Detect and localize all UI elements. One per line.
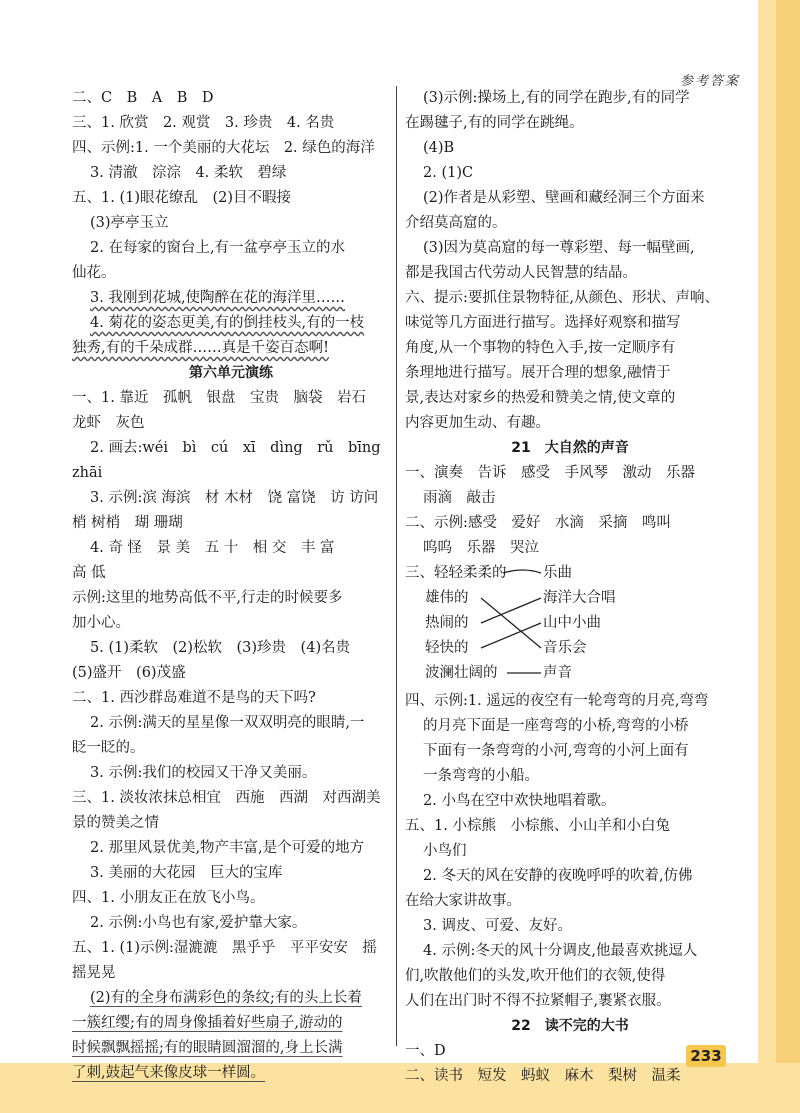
answer-line: 一簇红缨;有的周身像插着好些扇子,游动的: [72, 1015, 343, 1031]
answer-line: 一、演奏 告诉 感受 手风琴 激动 乐器: [405, 465, 695, 481]
match-left-item: 轻快的: [425, 640, 469, 656]
match-right-item: 音乐会: [543, 640, 587, 656]
answer-line: 景,表达对家乡的热爱和赞美之情,使文章的: [405, 390, 676, 406]
answer-line: 二、C B A B D: [72, 90, 214, 106]
answer-line: 二、读书 短发 蚂蚁 麻木 梨树 温柔: [405, 1068, 681, 1084]
match-line: [481, 598, 541, 623]
answer-line: 三、1. 欣赏 2. 观赏 3. 珍贵 4. 名贵: [72, 115, 335, 131]
answer-line: 2. 那里风景优美,物产丰富,是个可爱的地方: [90, 840, 365, 856]
answer-line: 内容更加生动、有趣。: [405, 415, 550, 431]
answer-line: 梢 树梢 瑚 珊瑚: [72, 515, 183, 531]
section-title: 22 读不完的大书: [511, 1018, 629, 1034]
match-line: [481, 598, 541, 648]
answer-line: 3. 清澈 淙淙 4. 柔软 碧绿: [90, 165, 287, 181]
match-left-item: 热闹的: [425, 615, 469, 631]
answer-line: 一、D: [405, 1043, 446, 1059]
answer-line: 仙花。: [72, 265, 116, 281]
answer-line: 2. 小鸟在空中欢快地唱着歌。: [423, 793, 616, 809]
answer-line: 2. (1)C: [423, 165, 474, 181]
answer-line: 2. 示例:小鸟也有家,爱护靠大家。: [90, 915, 307, 931]
side-stripe-dark: [776, 0, 800, 1113]
section-title: 21 大自然的声音: [511, 440, 629, 456]
answer-line: 3. 调皮、可爱、友好。: [423, 918, 572, 934]
page-number: 233: [686, 1045, 726, 1067]
answer-line: 四、示例:1. 一个美丽的大花坛 2. 绿色的海洋: [72, 140, 375, 156]
answer-line: 下面有一条弯弯的小河,弯弯的小河上面有: [423, 743, 689, 759]
match-left-item: 波澜壮阔的: [425, 665, 498, 681]
answer-line: 5. (1)柔软 (2)松软 (3)珍贵 (4)名贵: [90, 640, 351, 656]
answer-line: 示例:这里的地势高低不平,行走的时候要多: [72, 590, 343, 606]
answer-line: 雨滴 敲击: [423, 490, 496, 506]
answer-line: 景的赞美之情: [72, 815, 159, 831]
answer-line: 二、示例:感受 爱好 水滴 采摘 鸣叫: [405, 515, 671, 531]
answer-line: 龙虾 灰色: [72, 415, 145, 431]
column-divider: [396, 86, 397, 1046]
answer-line: 独秀,有的千朵成群……真是千姿百态啊!: [72, 340, 329, 356]
answer-line: 六、提示:要抓住景物特征,从颜色、形状、声响、: [405, 290, 719, 306]
match-lines: [467, 561, 547, 689]
answer-line: (3)亭亭玉立: [90, 215, 169, 231]
answer-line: 3. 示例:我们的校园又干净又美丽。: [90, 765, 317, 781]
match-line: [481, 623, 541, 648]
answer-line: zhāi: [72, 465, 103, 481]
answer-line: 4. 示例:冬天的风十分调皮,他最喜欢挑逗人: [423, 943, 698, 959]
answer-line: 人们在出门时不得不拉紧帽子,裹紧衣服。: [405, 993, 671, 1009]
match-right-item: 乐曲: [543, 565, 572, 581]
answer-line: 们,吹散他们的头发,吹开他们的衣领,使得: [405, 968, 666, 984]
match-right-item: 声音: [543, 665, 572, 681]
answer-line: 五、1. (1)示例:湿漉漉 黑乎乎 平平安安 摇: [72, 940, 377, 956]
answer-line: (4)B: [423, 140, 455, 156]
answer-line: 时候飘飘摇摇;有的眼睛圆溜溜的,身上长满: [72, 1040, 343, 1056]
matching-exercise: [405, 561, 735, 689]
answer-line: 五、1. 小棕熊 小棕熊、小山羊和小白兔: [405, 818, 670, 834]
answer-line: 一、1. 靠近 孤帆 银盘 宝贵 脑袋 岩石: [72, 390, 366, 406]
answer-line: 五、1. (1)眼花缭乱 (2)目不暇接: [72, 190, 292, 206]
answer-line: 4. 菊花的姿态更美,有的倒挂枝头,有的一枝: [90, 315, 365, 331]
match-left-item: 雄伟的: [425, 590, 469, 606]
answer-line: 2. 画去:wéi bì cú xī dìng rǔ bīng: [90, 440, 381, 456]
answer-line: 3. 示例:滨 海滨 材 木材 饶 富饶 访 访问: [90, 490, 379, 506]
section-title: 第六单元演练: [189, 365, 273, 381]
answer-line: 在踢毽子,有的同学在跳绳。: [405, 115, 584, 131]
answer-line: 呜呜 乐器 哭泣: [423, 540, 539, 556]
match-right-item: 海洋大合唱: [543, 590, 616, 606]
answer-line: 3. 美丽的大花园 巨大的宝库: [90, 865, 283, 881]
answer-line: 3. 我刚到花城,使陶醉在花的海洋里……: [90, 290, 346, 306]
answer-line: 在给大家讲故事。: [405, 893, 521, 909]
left-column: [72, 86, 390, 1086]
answer-line: 加小心。: [72, 615, 130, 631]
answer-line: (3)因为莫高窟的每一尊彩塑、每一幅壁画,: [423, 240, 695, 256]
answer-line: 摇晃晃: [72, 965, 116, 981]
answer-line: 角度,从一个事物的特色入手,按一定顺序有: [405, 340, 676, 356]
answer-line: 高 低: [72, 565, 106, 581]
answer-line: 的月亮下面是一座弯弯的小桥,弯弯的小桥: [423, 718, 689, 734]
answer-line: 一条弯弯的小船。: [423, 768, 539, 784]
answer-line: 介绍莫高窟的。: [405, 215, 507, 231]
answer-line: 2. 在每家的窗台上,有一盆亭亭玉立的水: [90, 240, 346, 256]
match-right-item: 山中小曲: [543, 615, 601, 631]
answer-line: 小鸟们: [423, 843, 467, 859]
right-column: [405, 86, 735, 1089]
answer-line: (2)有的全身布满彩色的条纹;有的头上长着: [90, 990, 362, 1006]
answer-line: 4. 奇 怪 景 美 五 十 相 交 丰 富: [90, 540, 335, 556]
answer-line: 二、1. 西沙群岛难道不是鸟的天下吗?: [72, 690, 316, 706]
answer-line: (5)盛开 (6)茂盛: [72, 665, 186, 681]
answer-line: 2. 冬天的风在安静的夜晚呼呼的吹着,仿佛: [423, 868, 693, 884]
answer-line: (2)作者是从彩塑、壁画和藏经洞三个方面来: [423, 190, 705, 206]
header-label: 参考答案: [679, 74, 740, 89]
match-left-item: 三、轻轻柔柔的: [405, 565, 507, 581]
answer-line: 都是我国古代劳动人民智慧的结晶。: [405, 265, 637, 281]
answer-line: 三、1. 淡妆浓抹总相宜 西施 西湖 对西湖美: [72, 790, 381, 806]
answer-line: 味觉等几方面进行描写。选择好观察和描写: [405, 315, 681, 331]
answer-line: 四、示例:1. 遥远的夜空有一轮弯弯的月亮,弯弯: [405, 693, 709, 709]
answer-line: 了刺,鼓起气来像皮球一样圆。: [72, 1065, 266, 1081]
match-line: [503, 570, 541, 573]
answer-line: 眨一眨的。: [72, 740, 145, 756]
answer-line: 2. 示例:满天的星星像一双双明亮的眼睛,一: [90, 715, 365, 731]
answer-line: (3)示例:操场上,有的同学在跑步,有的同学: [423, 90, 690, 106]
answer-line: 条理地进行描写。展开合理的想象,融情于: [405, 365, 671, 381]
answer-line: 四、1. 小朋友正在放飞小鸟。: [72, 890, 265, 906]
